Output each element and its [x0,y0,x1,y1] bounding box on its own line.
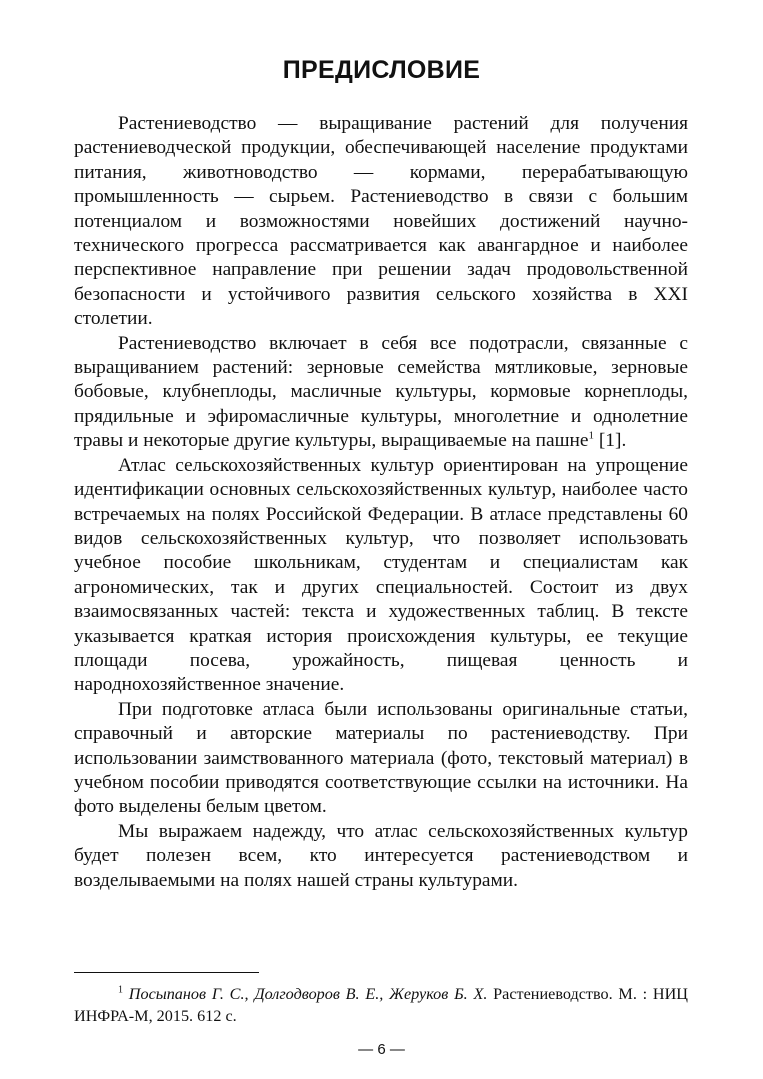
body-text [74,112,688,893]
paragraph-2 [74,332,688,454]
page-title: ПРЕДИСЛОВИЕ [282,56,481,84]
paragraph-2-text: Растениеводство включает в себя все подотрасли, связанные с выращиванием растений: зерновые семейства мятликовые, зерновые бобовые, клубнеплоды, масличные культуры, кормовые корнеплоды, прядильные и эфиромасличные культуры, многолетние и однолетние травы и некоторые другие культуры, выращиваемые на пашне [74,332,688,452]
footnote-source: Растениеводство. М. : НИЦ ИНФРА-М, 2015. 612 с. [74,985,688,1025]
paragraph-3: Атлас сельскохозяйственных культур ориентирован на упрощение идентификации основных сельскохозяйственных культур, наиболее часто встречаемых на полях Российской Федерации. В атласе представлены 60 видов сельскохозяйственных культур, что позволяет использовать учебное пособие школьникам, студентам и специалистам как агрономических, так и других специальностей. Состоит из двух взаимосвязанных частей: текста и художественных таблиц. В тексте указывается краткая история происхождения культуры, ее текущие площади посева, урожайность, пищевая ценность и народнохозяйственное значение. [74,454,688,696]
paragraph-5: Мы выражаем надежду, что атлас сельскохозяйственных культур будет полезен всем, кто интересуется растениеводством и возделываемыми на полях нашей страны культурами. [74,820,688,891]
footnote-reference-mark: 1 [588,429,594,442]
paragraph-4: При подготовке атласа были использованы оригинальные статьи, справочный и авторские материалы по растениеводству. При использовании заимствованного материала (фото, текстовый материал) в учебном пособии приводятся соответствующие ссылки на источники. На фото выделены белым цветом. [74,698,688,818]
paragraph-1: Растениеводство — выращивание растений для получения растениеводческой продукции, обеспечивающей население продуктами питания, животноводство — кормами, перерабатывающую промышленность — сырьем. Растениеводство в связи с большим потенциалом и возможностями новейших достижений научно-технического прогресса рассматривается как авангардное и наиболее перспективное направление при решении задач продовольственной безопасности и устойчивого развития сельского хозяйства в XXI столетии. [74,113,688,330]
page-number: — 6 — [358,1041,405,1058]
footnote-mark: 1 [118,984,123,996]
footnote-divider [74,972,259,973]
footnote-authors: Посыпанов Г. С., Долгодворов В. Е., Жеруков Б. Х. [128,985,488,1003]
citation-reference: [1]. [594,430,627,452]
footnote [74,983,688,1027]
